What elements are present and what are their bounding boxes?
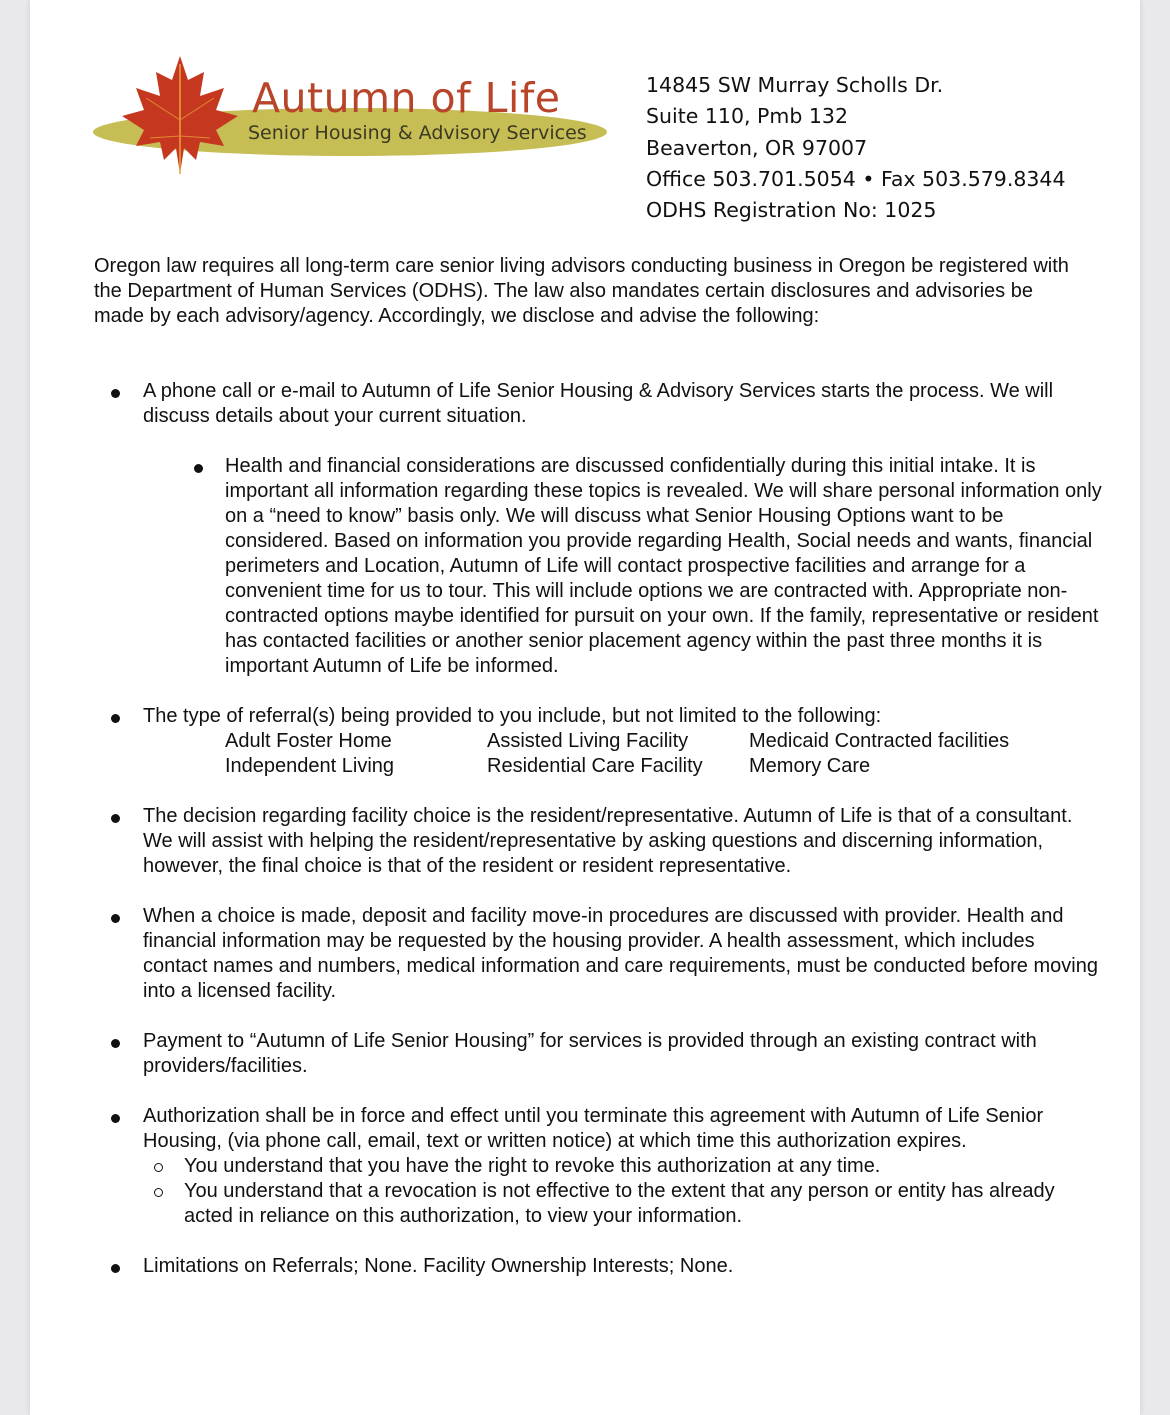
referral-types-grid bbox=[143, 729, 1104, 779]
address-phone-fax: Office 503.701.5054 • Fax 503.579.8344 bbox=[646, 166, 1066, 191]
sub-bullet-text: Health and financial considerations are discussed confidentially during this initial intake. It is important all information regarding these topics is revealed. We will share personal information only on a “need to know” basis only. We will discuss what Senior Housing Options want to be considered. Based on information you provide regarding Health, Social needs and wants, financial perimeters and Location, Autumn of Life will contact prospective facilities and arrange for a convenient time for us to tour. This will include options we are contracted with. Appropriate non-contracted options maybe identified for pursuit on your own. If the family, representative or resident has contacted facilities or another senior placement agency within the past three months it is important Autumn of Life be informed. bbox=[225, 455, 1102, 677]
referral-type: Residential Care Facility bbox=[487, 755, 703, 777]
bullet-text: A phone call or e-mail to Autumn of Life Senior Housing & Advisory Services starts the process. We will discuss details about your current situation. bbox=[143, 380, 1054, 427]
bullet-icon bbox=[111, 389, 120, 398]
list-item bbox=[94, 379, 1104, 679]
bullet-text: When a choice is made, deposit and facility move-in procedures are discussed with provider. Health and financial information may be requested by the housing provider. A health assessment, which includes contact names and numbers, medical information and care requirements, must be conducted before moving into a licensed facility. bbox=[143, 905, 1098, 1002]
address-suite: Suite 110, Pmb 132 bbox=[646, 104, 849, 129]
bullet-text: Payment to “Autumn of Life Senior Housing” for services is provided through an existing contract with providers/facilities. bbox=[143, 1030, 1037, 1077]
bullet-text: Limitations on Referrals; None. Facility Ownership Interests; None. bbox=[143, 1255, 734, 1277]
sub-list-item bbox=[143, 1154, 1104, 1179]
logo-subtitle: Senior Housing & Advisory Services bbox=[248, 122, 587, 144]
logo-title: Autumn of Life bbox=[252, 74, 561, 122]
company-logo bbox=[92, 50, 612, 180]
sub-list-item bbox=[143, 1179, 1104, 1229]
bullet-icon bbox=[111, 914, 120, 923]
list-item bbox=[94, 1104, 1104, 1229]
circle-bullet-icon bbox=[154, 1188, 163, 1197]
bullet-text: Authorization shall be in force and effect until you terminate this agreement with Autumn of Life Senior Housing, (via phone call, email, text or written notice) at which time this authorization expires. bbox=[143, 1105, 1044, 1152]
sub-bullet-text: You understand that a revocation is not effective to the extent that any person or entity has already acted in reliance on this authorization, to view your information. bbox=[184, 1180, 1055, 1227]
bullet-icon bbox=[194, 464, 203, 473]
bullet-text: The decision regarding facility choice is the resident/representative. Autumn of Life is that of a consultant. We will assist with helping the resident/representative by asking questions and discerning information, however, the final choice is that of the resident or resident representative. bbox=[143, 805, 1073, 877]
list-item bbox=[94, 704, 1104, 779]
maple-leaf-icon bbox=[122, 56, 238, 174]
sub-list-item bbox=[94, 454, 1104, 679]
list-item bbox=[94, 904, 1104, 1004]
sub-bullet-text: You understand that you have the right to revoke this authorization at any time. bbox=[184, 1155, 881, 1177]
bullet-text: The type of referral(s) being provided to you include, but not limited to the following: bbox=[143, 705, 882, 727]
address-registration: ODHS Registration No: 1025 bbox=[646, 198, 937, 223]
referral-type: Memory Care bbox=[749, 755, 871, 777]
bullet-icon bbox=[111, 714, 120, 723]
bullet-icon bbox=[111, 1114, 120, 1123]
referral-type: Medicaid Contracted facilities bbox=[749, 730, 1010, 752]
address-city: Beaverton, OR 97007 bbox=[646, 135, 868, 160]
list-item bbox=[94, 1254, 1104, 1279]
list-item bbox=[94, 1029, 1104, 1079]
address-street: 14845 SW Murray Scholls Dr. bbox=[646, 73, 944, 97]
referral-type: Adult Foster Home bbox=[225, 730, 392, 752]
referral-type: Assisted Living Facility bbox=[487, 730, 689, 752]
list-item bbox=[94, 804, 1104, 879]
bullet-icon bbox=[111, 1264, 120, 1273]
disclosure-list bbox=[94, 379, 1104, 1304]
intro-paragraph: Oregon law requires all long-term care senior living advisors conducting business in Oregon be registered with the Department of Human Services (ODHS). The law also mandates certain disclosures and advisories be made by each advisory/agency. Accordingly, we disclose and advise the following: bbox=[94, 255, 1069, 327]
referral-type: Independent Living bbox=[225, 755, 395, 777]
company-address bbox=[646, 70, 1066, 226]
bullet-icon bbox=[111, 1039, 120, 1048]
bullet-icon bbox=[111, 814, 120, 823]
circle-bullet-icon bbox=[154, 1163, 163, 1172]
document-page bbox=[30, 0, 1140, 1415]
